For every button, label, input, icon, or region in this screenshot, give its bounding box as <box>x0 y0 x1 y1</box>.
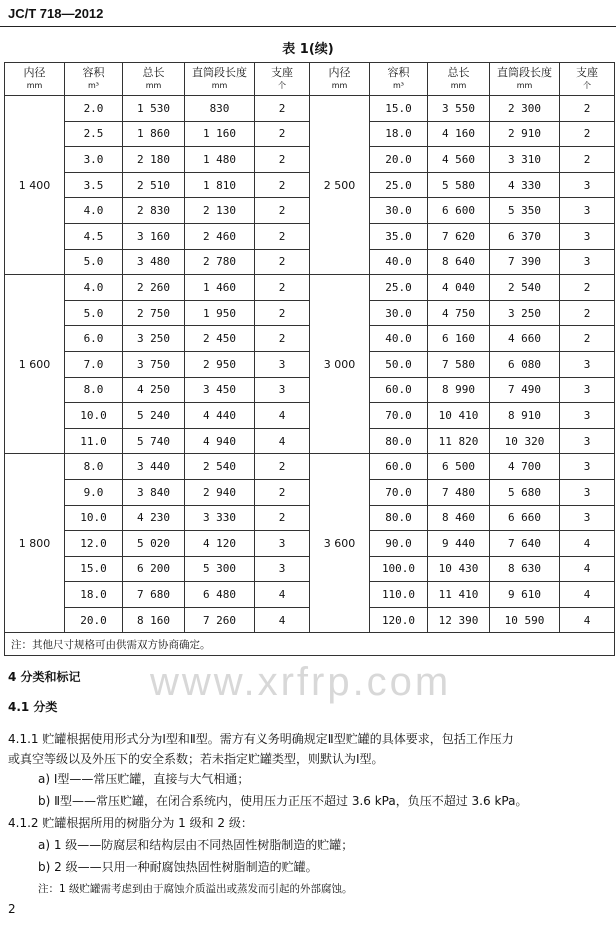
table-cell: 9.0 <box>65 479 123 505</box>
table-cell: 5 580 <box>428 172 490 198</box>
section-4-1-2: 4.1.2 贮罐根据所用的树脂分为 1 级和 2 级： <box>8 816 253 830</box>
table-cell: 4 <box>255 403 310 429</box>
table-cell: 11.0 <box>65 428 123 454</box>
table-cell: 3 <box>560 172 615 198</box>
table-cell: 4 <box>560 582 615 608</box>
column-unit: m³ <box>393 81 404 90</box>
table-cell: 5 680 <box>490 479 560 505</box>
section-4-1-2-item-b: b) 2 级——只用一种耐腐蚀热固性树脂制造的贮罐。 <box>38 860 318 874</box>
table-cell: 10.0 <box>65 403 123 429</box>
table-cell: 5 740 <box>123 428 185 454</box>
header-rule <box>0 26 616 27</box>
table-cell: 5.0 <box>65 249 123 275</box>
column-unit: mm <box>145 81 162 90</box>
table-cell: 2 300 <box>490 96 560 122</box>
diameter-cell: 2 500 <box>310 96 370 275</box>
table-cell: 3 250 <box>123 326 185 352</box>
table-cell: 6.0 <box>65 326 123 352</box>
diameter-cell: 1 600 <box>5 275 65 454</box>
table-cell: 7 390 <box>490 249 560 275</box>
table-cell: 12.0 <box>65 531 123 557</box>
table-title: 表 1(续) <box>282 42 334 57</box>
table-cell: 10.0 <box>65 505 123 531</box>
diameter-cell: 1 800 <box>5 454 65 633</box>
table-cell: 6 600 <box>428 198 490 224</box>
column-unit: 个 <box>278 81 286 90</box>
table-cell: 7 490 <box>490 377 560 403</box>
column-header <box>65 63 123 96</box>
table-cell: 3 <box>560 454 615 480</box>
table-row <box>5 454 615 480</box>
table-cell: 11 410 <box>428 582 490 608</box>
table-cell: 2 950 <box>185 351 255 377</box>
table-cell: 18.0 <box>370 121 428 147</box>
table-cell: 30.0 <box>370 198 428 224</box>
table-cell: 3.0 <box>65 147 123 173</box>
column-unit: mm <box>450 81 467 90</box>
table-cell: 3 480 <box>123 249 185 275</box>
table-cell: 3 450 <box>185 377 255 403</box>
table-cell: 1 460 <box>185 275 255 301</box>
table-cell: 11 820 <box>428 428 490 454</box>
table-cell: 2 460 <box>185 223 255 249</box>
column-label: 支座 <box>576 66 598 79</box>
section-4-1-1-item-b: b) Ⅱ型——常压贮罐，在闭合系统内，使用压力正压不超过 3.6 kPa，负压不超过 3.6 kPa。 <box>38 794 528 808</box>
table-cell: 3 160 <box>123 223 185 249</box>
table-cell: 9 440 <box>428 531 490 557</box>
table-cell: 4 560 <box>428 147 490 173</box>
column-label: 容积 <box>387 66 410 79</box>
table-cell: 3 <box>255 556 310 582</box>
table-cell: 4 330 <box>490 172 560 198</box>
table-cell: 15.0 <box>65 556 123 582</box>
table-cell: 2.5 <box>65 121 123 147</box>
table-cell: 8.0 <box>65 377 123 403</box>
table-cell: 1 950 <box>185 300 255 326</box>
column-unit: mm <box>331 81 348 90</box>
table-cell: 2 <box>560 121 615 147</box>
table-cell: 10 430 <box>428 556 490 582</box>
table-cell: 6 080 <box>490 351 560 377</box>
table-cell: 7 580 <box>428 351 490 377</box>
table-cell: 7 480 <box>428 479 490 505</box>
table-cell: 50.0 <box>370 351 428 377</box>
table-cell: 2 750 <box>123 300 185 326</box>
table-cell: 35.0 <box>370 223 428 249</box>
table-cell: 2 <box>255 275 310 301</box>
table-cell: 2 <box>560 300 615 326</box>
table-cell: 10 590 <box>490 607 560 633</box>
table-cell: 3 <box>560 351 615 377</box>
table-cell: 8.0 <box>65 454 123 480</box>
table-cell: 4 940 <box>185 428 255 454</box>
table-cell: 8 160 <box>123 607 185 633</box>
table-cell: 2 <box>560 96 615 122</box>
table-cell: 3.5 <box>65 172 123 198</box>
table-cell: 3 <box>255 377 310 403</box>
document-code: JC/T 718—2012 <box>8 6 104 21</box>
table-cell: 2 <box>255 479 310 505</box>
table-cell: 4 <box>560 531 615 557</box>
section-4-1-1-item-a: a) Ⅰ型——常压贮罐，直接与大气相通； <box>38 772 250 786</box>
diameter-cell: 3 600 <box>310 454 370 633</box>
column-label: 总长 <box>447 66 470 79</box>
table-cell: 9 610 <box>490 582 560 608</box>
table-cell: 8 640 <box>428 249 490 275</box>
table-cell: 2.0 <box>65 96 123 122</box>
table-cell: 8 630 <box>490 556 560 582</box>
table-cell: 2 <box>255 249 310 275</box>
table-cell: 6 200 <box>123 556 185 582</box>
table-cell: 5 240 <box>123 403 185 429</box>
table-cell: 6 160 <box>428 326 490 352</box>
column-label: 内径 <box>23 66 46 79</box>
table-cell: 2 <box>255 223 310 249</box>
table-cell: 80.0 <box>370 428 428 454</box>
table-cell: 20.0 <box>370 147 428 173</box>
table-cell: 7.0 <box>65 351 123 377</box>
table-cell: 2 <box>255 326 310 352</box>
column-label: 总长 <box>142 66 165 79</box>
table-cell: 2 540 <box>490 275 560 301</box>
table-cell: 20.0 <box>65 607 123 633</box>
column-label: 直筒段长度 <box>192 66 247 79</box>
table-cell: 830 <box>185 96 255 122</box>
column-label: 容积 <box>82 66 105 79</box>
table-cell: 5 350 <box>490 198 560 224</box>
table-cell: 4.5 <box>65 223 123 249</box>
table-cell: 4 230 <box>123 505 185 531</box>
table-note-row <box>5 633 615 656</box>
page-number: 2 <box>8 902 16 916</box>
table-cell: 5.0 <box>65 300 123 326</box>
table-cell: 60.0 <box>370 454 428 480</box>
table-cell: 40.0 <box>370 326 428 352</box>
table-cell: 4 <box>255 607 310 633</box>
column-header <box>428 63 490 96</box>
table-cell: 25.0 <box>370 275 428 301</box>
table-cell: 6 480 <box>185 582 255 608</box>
table-cell: 70.0 <box>370 479 428 505</box>
table-cell: 2 260 <box>123 275 185 301</box>
table-cell: 1 810 <box>185 172 255 198</box>
table-cell: 2 <box>560 147 615 173</box>
table-cell: 8 910 <box>490 403 560 429</box>
table-cell: 3 <box>560 403 615 429</box>
table-cell: 4 440 <box>185 403 255 429</box>
table-cell: 2 <box>255 172 310 198</box>
table-cell: 2 450 <box>185 326 255 352</box>
table-cell: 4.0 <box>65 198 123 224</box>
table-cell: 8 990 <box>428 377 490 403</box>
column-header <box>310 63 370 96</box>
table-cell: 70.0 <box>370 403 428 429</box>
column-label: 支座 <box>271 66 293 79</box>
table-cell: 10 410 <box>428 403 490 429</box>
table-cell: 3 440 <box>123 454 185 480</box>
table-cell: 7 620 <box>428 223 490 249</box>
table-cell: 4 160 <box>428 121 490 147</box>
table-cell: 4 250 <box>123 377 185 403</box>
table-cell: 100.0 <box>370 556 428 582</box>
table-cell: 2 180 <box>123 147 185 173</box>
table-cell: 2 <box>255 505 310 531</box>
table-cell: 3 <box>560 223 615 249</box>
section-4-1-2-note: 注：1 级贮罐需考虑到由于腐蚀介质溢出或蒸发而引起的外部腐蚀。 <box>38 883 353 895</box>
column-header <box>370 63 428 96</box>
column-header <box>560 63 615 96</box>
table-cell: 2 940 <box>185 479 255 505</box>
table-row <box>5 96 615 122</box>
table-cell: 3 840 <box>123 479 185 505</box>
table-header-row <box>5 63 615 96</box>
table-cell: 3 <box>560 198 615 224</box>
table-cell: 4 120 <box>185 531 255 557</box>
table-cell: 90.0 <box>370 531 428 557</box>
table-cell: 2 <box>255 147 310 173</box>
table-cell: 4 <box>560 607 615 633</box>
table-cell: 80.0 <box>370 505 428 531</box>
table-cell: 40.0 <box>370 249 428 275</box>
table-cell: 3 <box>560 428 615 454</box>
table-note: 注：其他尺寸规格可由供需双方协商确定。 <box>5 633 615 656</box>
table-cell: 25.0 <box>370 172 428 198</box>
column-header <box>255 63 310 96</box>
section-4-1-heading: 4.1 分类 <box>8 700 58 714</box>
column-label: 内径 <box>328 66 351 79</box>
table-cell: 18.0 <box>65 582 123 608</box>
table-cell: 3 550 <box>428 96 490 122</box>
table-cell: 4 <box>255 582 310 608</box>
table-cell: 1 480 <box>185 147 255 173</box>
table-cell: 6 370 <box>490 223 560 249</box>
table-cell: 5 300 <box>185 556 255 582</box>
table-cell: 120.0 <box>370 607 428 633</box>
table-cell: 2 830 <box>123 198 185 224</box>
table-cell: 2 <box>255 121 310 147</box>
column-unit: m³ <box>88 81 99 90</box>
table-cell: 6 660 <box>490 505 560 531</box>
table-cell: 1 530 <box>123 96 185 122</box>
table-cell: 5 020 <box>123 531 185 557</box>
table-cell: 3 310 <box>490 147 560 173</box>
specification-table <box>4 62 615 656</box>
column-unit: 个 <box>583 81 591 90</box>
column-header <box>123 63 185 96</box>
table-cell: 4 040 <box>428 275 490 301</box>
table-cell: 4 <box>560 556 615 582</box>
column-label: 直筒段长度 <box>497 66 552 79</box>
table-cell: 60.0 <box>370 377 428 403</box>
table-cell: 4 660 <box>490 326 560 352</box>
table-cell: 7 260 <box>185 607 255 633</box>
table-cell: 12 390 <box>428 607 490 633</box>
table-cell: 2 <box>255 300 310 326</box>
column-unit: mm <box>211 81 228 90</box>
table-cell: 3 750 <box>123 351 185 377</box>
table-cell: 8 460 <box>428 505 490 531</box>
column-unit: mm <box>26 81 43 90</box>
table-cell: 2 780 <box>185 249 255 275</box>
table-cell: 3 <box>560 479 615 505</box>
table-cell: 3 <box>560 377 615 403</box>
table-cell: 4.0 <box>65 275 123 301</box>
section-4-1-2-item-a: a) 1 级——防腐层和结构层由不同热固性树脂制造的贮罐； <box>38 838 354 852</box>
diameter-cell: 3 000 <box>310 275 370 454</box>
watermark: www.xrfrp.com <box>150 660 452 704</box>
table-cell: 3 330 <box>185 505 255 531</box>
section-4-1-1-line2: 或真空等级以及外压下的安全系数；若未指定贮罐类型，则默认为Ⅰ型。 <box>8 752 384 766</box>
table-cell: 4 <box>255 428 310 454</box>
table-cell: 7 640 <box>490 531 560 557</box>
section-4-heading: 4 分类和标记 <box>8 670 81 684</box>
table-cell: 3 <box>560 249 615 275</box>
table-cell: 4 750 <box>428 300 490 326</box>
table-cell: 7 680 <box>123 582 185 608</box>
table-cell: 1 160 <box>185 121 255 147</box>
table-cell: 2 540 <box>185 454 255 480</box>
table-cell: 15.0 <box>370 96 428 122</box>
column-header <box>490 63 560 96</box>
diameter-cell: 1 400 <box>5 96 65 275</box>
table-cell: 3 <box>255 351 310 377</box>
table-cell: 2 910 <box>490 121 560 147</box>
table-cell: 2 <box>255 96 310 122</box>
table-cell: 3 250 <box>490 300 560 326</box>
column-unit: mm <box>516 81 533 90</box>
column-header <box>185 63 255 96</box>
table-row <box>5 275 615 301</box>
table-cell: 10 320 <box>490 428 560 454</box>
column-header <box>5 63 65 96</box>
table-cell: 2 510 <box>123 172 185 198</box>
table-cell: 3 <box>255 531 310 557</box>
table-cell: 2 <box>255 454 310 480</box>
table-cell: 6 500 <box>428 454 490 480</box>
table-cell: 2 130 <box>185 198 255 224</box>
table-cell: 4 700 <box>490 454 560 480</box>
table-cell: 2 <box>560 326 615 352</box>
table-cell: 2 <box>560 275 615 301</box>
section-4-1-1-line1: 4.1.1 贮罐根据使用形式分为Ⅰ型和Ⅱ型。需方有义务明确规定Ⅱ型贮罐的具体要求，包括工作压力 <box>8 732 514 746</box>
table-cell: 1 860 <box>123 121 185 147</box>
table-cell: 2 <box>255 198 310 224</box>
table-cell: 110.0 <box>370 582 428 608</box>
table-cell: 30.0 <box>370 300 428 326</box>
table-cell: 3 <box>560 505 615 531</box>
